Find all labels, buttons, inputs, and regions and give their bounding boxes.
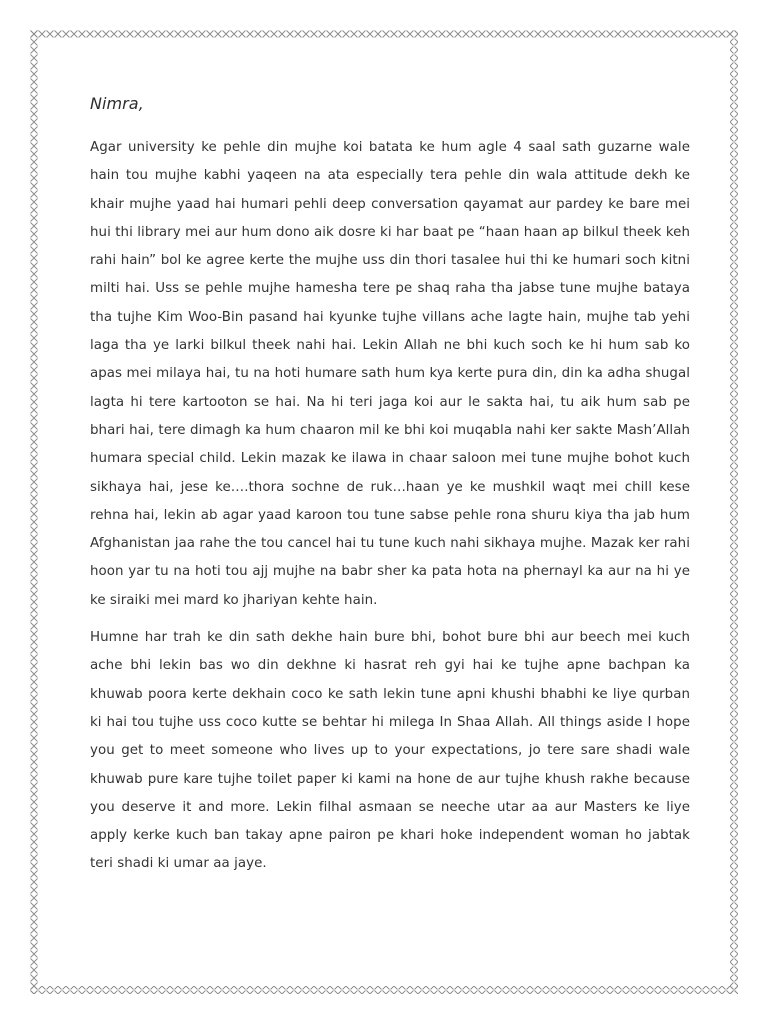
- border-top: [30, 30, 738, 38]
- border-right: [730, 30, 738, 994]
- letter-body: [90, 90, 690, 888]
- salutation: Nimra,: [90, 94, 144, 113]
- paragraph-2: Humne har trah ke din sath dekhe hain bure bhi, bohot bure bhi aur beech mei kuch ache bhi lekin bas wo din dekhne ki hasrat reh gyi hai ke tujhe apne bachpan ka khuwab poora kerte dekhain coco ke sath lekin tune apni khushi bhabhi ke liye qurban ki hai tou tujhe uss coco kutte se behtar hi milega In Shaa Allah. All things aside I hope you get to meet someone who lives up to your expectations, jo tere sare shadi wale khuwab pure kare tujhe toilet paper ki kami na hone de aur tujhe khush rakhe because you deserve it and more. Lekin filhal asmaan se neeche utar aa aur Masters ke liye apply kerke kuch ban takay apne pairon pe khari hoke independent woman ho jabtak teri shadi ki umar aa jaye.: [90, 630, 690, 872]
- border-left: [30, 30, 38, 994]
- paragraph-1: Agar university ke pehle din mujhe koi batata ke hum agle 4 saal sath guzarne wale hain tou mujhe kabhi yaqeen na ata especially tera pehle din wala attitude dekh ke khair mujhe yaad hai humari pehli deep conversation qayamat aur pardey ke bare mei hui thi library mei aur hum dono aik dosre ki har baat pe “haan haan ap bilkul theek keh rahi hain” bol ke agree kerte the mujhe uss din thori tasalee hui thi ke humari soch kitni milti hai. Uss se pehle mujhe hamesha tere pe shaq raha tha jabse tune mujhe bataya tha tujhe Kim Woo-Bin pasand hai kyunke tujhe villans ache lagte hain, mujhe tab yehi laga tha ye larki bilkul theek nahi hai. Lekin Allah ne bhi kuch soch ke hi hum sab ko apas mei milaya hai, tu na hoti humare sath hum kya kerte pura din, din ka adha shugal lagta hi tere kartooton se hai. Na hi teri jaga koi aur le sakta hai, tu aik hum sab pe bhari hai, tere dimagh ka hum chaaron mil ke bhi koi muqabla nahi ker sakte Mash’Allah humara special child. Lekin mazak ke ilawa in chaar saloon mei tune mujhe bohot kuch sikhaya hai, jese ke….thora sochne de ruk…haan ye ke mushkil waqt mei chill kese rehna hai, lekin ab agar yaad karoon tou tune sabse pehle rona shuru kiya tha jab hum Afghanistan jaa rahe the tou cancel hai tu tune kuch nahi sikhaya mujhe. Mazak ker rahi hoon yar tu na hoti tou ajj mujhe na babr sher ka pata hota na phernayl ka aur na hi ye ke siraiki mei mard ko jhariyan kehte hain.: [90, 140, 690, 608]
- border-bottom: [30, 986, 738, 994]
